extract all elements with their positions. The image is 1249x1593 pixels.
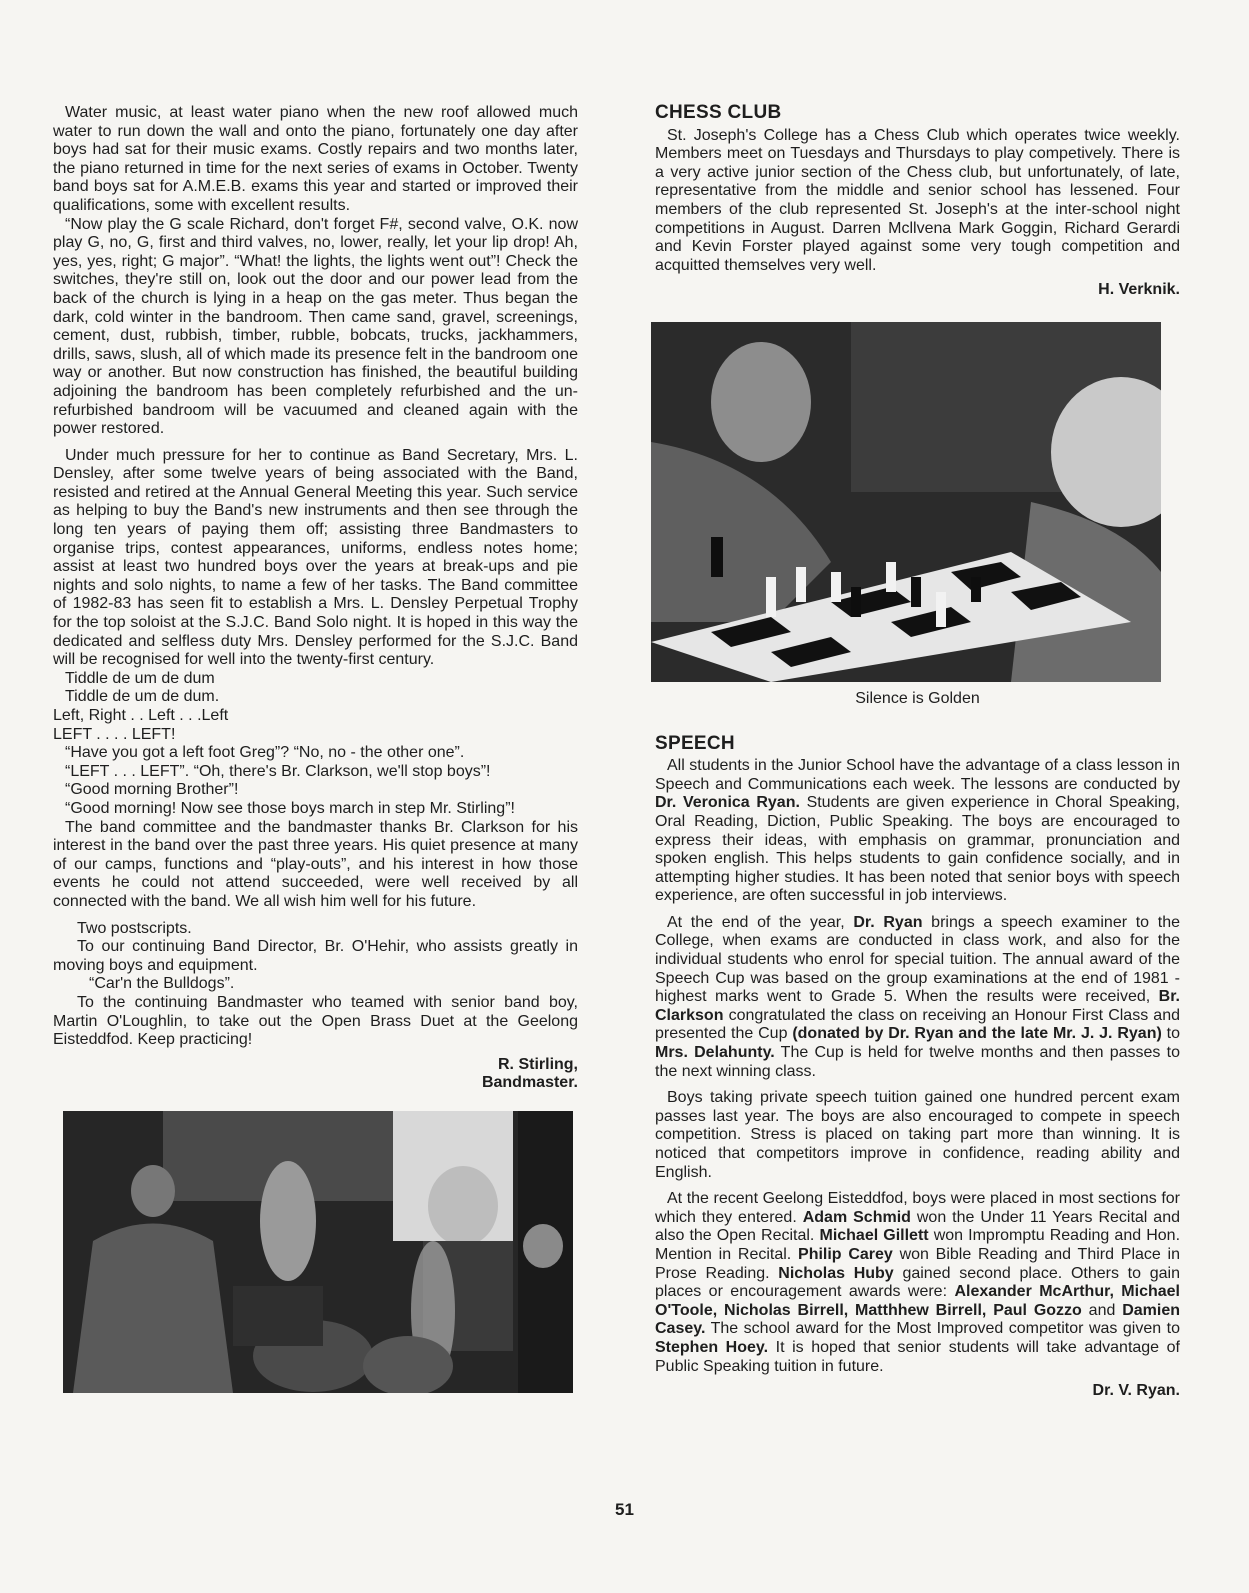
verse-line: Left, Right . . Left . . .Left [53, 707, 229, 724]
verse-line: LEFT . . . . LEFT! [53, 725, 176, 743]
paragraph: To our continuing Band Director, Br. O'Hehir, who assists greatly in moving boys and equipment. [53, 938, 578, 974]
paragraph: “Car'n the Bulldogs”. [89, 975, 235, 993]
speech-paragraph: At the recent Geelong Eisteddfod, boys were placed in most sections for which they entered. Adam Schmid won the Under 11 Years Recital and also the Open Recital. Michael Gillett won Impromptu Reading and Hon. Mention in Recital. Philip Carey won Bible Reading and Third Place in Prose Reading. Nicholas Huby gained second place. Others to gain places or encouragement awards were: Alexander McArthur, Michael O'Toole, Nicholas Birrell, Matthhew Birrell, Paul Gozzo and Damien Casey. The school award for the Most Improved competitor was given to Stephen Hoey. It is hoped that senior students will take advantage of Public Speaking tuition in future. [655, 1190, 1181, 1375]
verse-line: Tiddle de um de dum [65, 669, 215, 687]
speech-paragraph: At the end of the year, Dr. Ryan brings a speech examiner to the College, when exams are conducted in class work, and also for the individual students who enrol for special tuition. The annual award of the Speech Cup was based on the group examinations at the end of 1981 - highest marks went to Grade 5. When the results were received, Br. Clarkson congratulated the class on receiving an Honour First Class and presented the Cup (donated by Dr. Ryan and the late Mr. J. J. Ryan) to Mrs. Delahunty. The Cup is held for twelve months and then passes to the next winning class. [655, 913, 1181, 1080]
author-signature: R. Stirling, [498, 1055, 578, 1073]
band-article [53, 104, 578, 1393]
band-photo-image [63, 1111, 573, 1393]
paragraph: “Now play the G scale Richard, don't forget F#, second valve, O.K. now play G, no, G, first and third valves, no, lower, really, let your lip drop! Ah, yes, yes, right; G major”. “What! the lights, the lights went out”! Check the switches, they're still on, look out the door and our power lead from the back of the church is lying in a heap on the gas meter. Thus began the dark, cold winter in the bandroom. Then came sand, gravel, screenings, cement, dust, rubbish, timber, rubble, bobcats, trucks, jackhammers, drills, saws, slush, all of which made its presence felt in the bandroom one way or another. But now construction has finished, the beautiful building adjoining the bandroom has been completely refurbished and the un-refurbished bandroom will be vacuumed and cleaned again with the power restored. [53, 215, 578, 438]
paragraph: To the continuing Bandmaster who teamed with senior band boy, Martin O'Loughlin, to take out the Open Brass Duet at the Geelong Eisteddfod. Keep practicing! [53, 993, 578, 1049]
verse-line: Tiddle de um de dum. [65, 688, 220, 706]
speech-heading: SPEECH [655, 732, 735, 754]
band-photo [63, 1111, 573, 1393]
page-number: 51 [615, 1500, 634, 1519]
chess-photo [651, 322, 1161, 682]
paragraph: Two postscripts. [77, 919, 192, 937]
paragraph: The band committee and the bandmaster thanks Br. Clarkson for his interest in the band over the past three years. His quiet presence at many of our camps, functions and “play-outs”, and his interest in how those events he could not attend succeeded, were well received by all connected with the band. We all wish him well for his future. [53, 818, 578, 910]
speech-signature: Dr. V. Ryan. [1092, 1382, 1180, 1400]
paragraph: Water music, at least water piano when the new roof allowed much water to run down the wall and onto the piano, fortunately one day after boys had sat for their music exams. Costly repairs and two months later, the piano returned in time for the next series of exams in October. Twenty band boys sat for A.M.E.B. exams this year and started or improved their qualifications, some with excellent results. [53, 104, 578, 214]
verse-line: “Good morning! Now see those boys march in step Mr. Stirling”! [65, 799, 515, 817]
chess-club-body: St. Joseph's College has a Chess Club which operates twice weekly. Members meet on Tuesdays and Thursdays to play competively. There is a very active junior section of the Chess club, but unfortunately, of late, representative from the middle and senior school has lessened. Four members of the club represented St. Joseph's at the inter-school night competitions in August. Darren Mcllvena Mark Goggin, Richard Gerardi and Kevin Forster played against some very tough competition and acquitted themselves very well. [655, 126, 1180, 274]
chess-photo-caption: Silence is Golden [855, 689, 980, 707]
right-column [655, 104, 1180, 1401]
verse-line: “Good morning Brother”! [65, 781, 239, 799]
verse-line: “LEFT . . . LEFT”. “Oh, there's Br. Clarkson, we'll stop boys”! [65, 762, 491, 780]
chess-club-heading: CHESS CLUB [655, 102, 782, 123]
chess-photo-image [651, 322, 1161, 682]
speech-paragraph: All students in the Junior School have the advantage of a class lesson in Speech and Communications each week. The lessons are conducted by Dr. Veronica Ryan. Students are given experience in Choral Speaking, Oral Reading, Diction, Public Speaking. The boys are encouraged to express their ideas, with emphasis on grammar, pronunciation and spoken english. This helps students to gain confidence socially, and in attempting higher studies. It has been noted that senior boys with speech experience, are often successful in job interviews. [655, 757, 1181, 905]
paragraph: Under much pressure for her to continue as Band Secretary, Mrs. L. Densley, after some twelve years of being associated with the Band, resisted and retired at the Annual General Meeting this year. Such service as helping to buy the Band's new instruments and then see through the long ten years of paying them off; assisting three Bandmasters to organise trips, contest appearances, uniforms, endless notes home; assist at least two hundred boys over the years at break-ups and pie nights and solo nights, to name a few of her tasks. The Band committee of 1982-83 has seen fit to establish a Mrs. L. Densley Perpetual Trophy for the top soloist at the S.J.C. Band Solo night. It is hoped in this way the dedicated and selfless duty Mrs. Densley performed for the S.J.C. Band will be recognised for well into the twenty-first century. [53, 446, 578, 669]
speech-paragraph: Boys taking private speech tuition gained one hundred percent exam passes last year. The boys are also encouraged to compete in speech competition. Stress is placed on taking part more than winning. It is noticed that competitors improve in confidence, reading ability and English. [655, 1089, 1180, 1181]
author-title: Bandmaster. [481, 1074, 578, 1092]
verse-line: “Have you got a left foot Greg”? “No, no - the other one”. [65, 744, 465, 762]
chess-club-signature: H. Verknik. [1098, 281, 1180, 299]
